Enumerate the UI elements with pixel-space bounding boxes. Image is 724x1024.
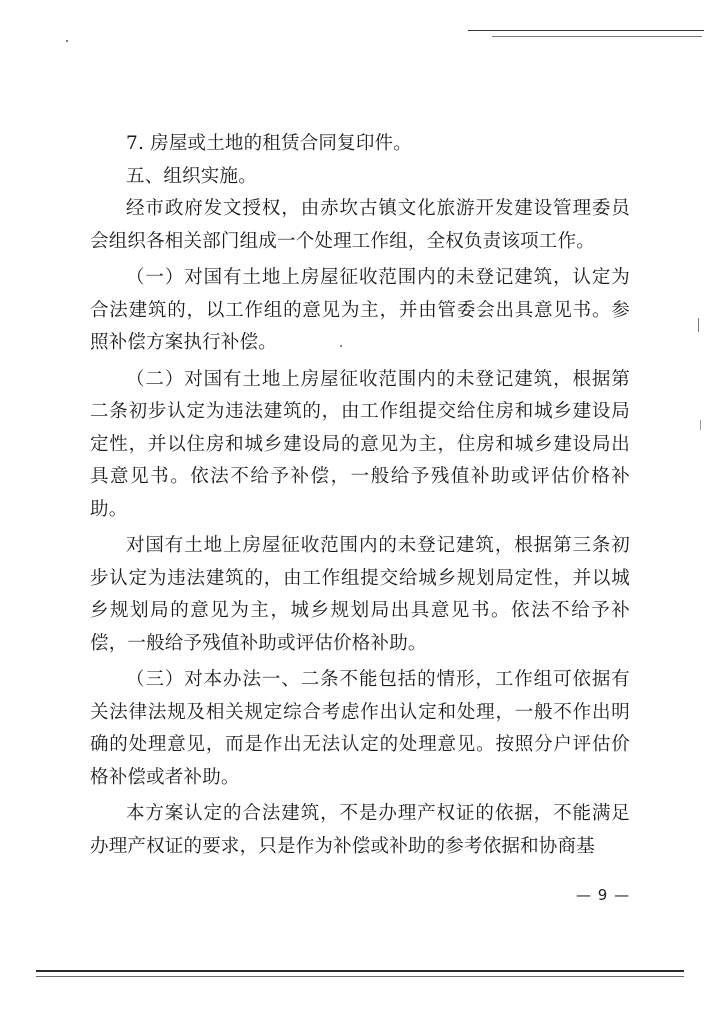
paragraph-authorization: 经市政府发文授权，由赤坎古镇文化旅游开发建设管理委员会组织各相关部门组成一个处理工作组，全权负责该项工作。 [90,198,630,252]
paragraph-clause-2: （二）对国有土地上房屋征收范围内的未登记建筑，根据第二条初步认定为违法建筑的，由工作组提交给住房和城乡建设局定性，并以住房和城乡建设局的意见为主，住房和城乡建设局出具意见书。依法不给予补偿，一般给予残值补助或评估价格补助。 [90,368,630,520]
footer-rule [36,970,684,972]
margin-mark [698,318,699,332]
document-body [90,128,630,863]
paragraph-clause-1: （一）对国有土地上房屋征收范围内的未登记建筑，认定为合法建筑的，以工作组的意见为主，并由管委会出具意见书。参照补偿方案执行补偿。 [90,267,630,353]
page-number: — 9 — [576,886,631,904]
paragraph-item-7: 7. 房屋或土地的租赁合同复印件。 [126,133,412,154]
paragraph-clause-2b: 对国有土地上房屋征收范围内的未登记建筑，根据第三条初步认定为违法建筑的，由工作组提交给城乡规划局定性，并以城乡规划局的意见为主，城乡规划局出具意见书。依法不给予补偿，一般给予残值补助或评估价格补助。 [90,535,630,654]
paragraph-clause-3: （三）对本办法一、二条不能包括的情形，工作组可依据有关法律法规及相关规定综合考虑作出认定和处理，一般不作出明确的处理意见，而是作出无法认定的处理意见。按照分户评估价格补偿或者补助。 [90,669,630,788]
header-rule [468,30,704,31]
paragraph-legal-note: 本方案认定的合法建筑，不是办理产权证的依据，不能满足办理产权证的要求，只是作为补偿或补助的参考依据和协商基 [90,803,630,857]
footer-rule-secondary [36,976,684,977]
margin-mark-secondary [700,420,701,430]
scan-speck [66,40,68,42]
header-rule-secondary [492,36,702,37]
section-heading-5: 五、组织实施。 [126,165,257,187]
